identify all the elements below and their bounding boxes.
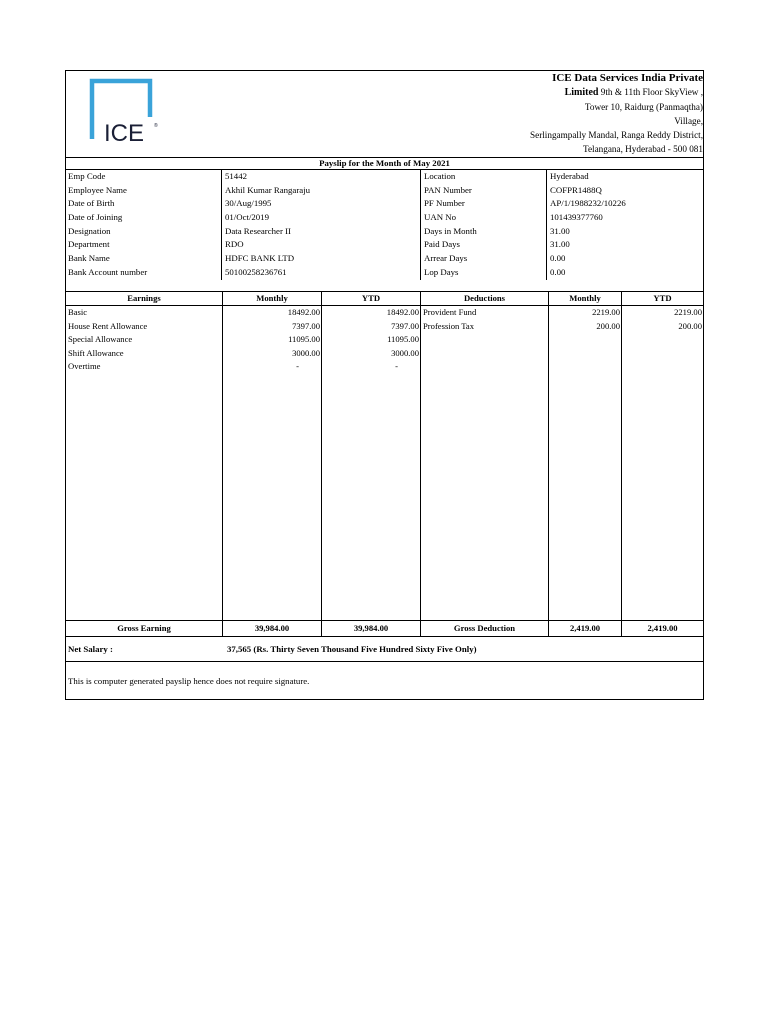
- gross-earning-label: Gross Earning: [117, 622, 171, 633]
- deduction-ytd: 200.00: [678, 320, 702, 331]
- address-line-5: Telangana, Hyderabad - 500 081: [582, 144, 703, 154]
- deduction-monthly: 200.00: [596, 320, 620, 331]
- gross-earning-monthly: 39,984.00: [254, 622, 290, 633]
- net-salary-label: Net Salary :: [68, 644, 113, 654]
- earning-ytd: 18492.00: [386, 307, 419, 317]
- earning-ytd: 11095.00: [387, 334, 419, 345]
- employee-value: Hyderabad: [550, 171, 589, 181]
- employee-value: 51442: [225, 171, 247, 181]
- employee-label: Designation: [68, 225, 111, 236]
- address-line-2: Tower 10, Raidurg (Panmaqtha): [584, 102, 703, 112]
- employee-row: [66, 211, 703, 225]
- earning-name: Overtime: [68, 361, 101, 372]
- employee-label: Paid Days: [424, 239, 460, 250]
- deduction-name: Profession Tax: [423, 320, 475, 331]
- employee-label: PAN Number: [424, 184, 472, 195]
- employee-label: Employee Name: [68, 184, 127, 195]
- earning-name: Special Allowance: [68, 334, 133, 345]
- employee-label: UAN No: [424, 212, 457, 223]
- employee-label: Emp Code: [68, 171, 106, 181]
- deduction-ytd: 2219.00: [674, 307, 702, 317]
- employee-label: Department: [68, 239, 110, 250]
- earning-ytd: -: [395, 361, 398, 372]
- deduction-name: Provident Fund: [423, 307, 477, 317]
- earnings-header: Earnings: [127, 292, 161, 303]
- employee-label: Location: [424, 171, 456, 181]
- deduction-monthly: 2219.00: [592, 307, 620, 317]
- earning-name: House Rent Allowance: [68, 320, 148, 331]
- payslip-sheet: [65, 70, 704, 700]
- address-line-3: Village,: [674, 116, 703, 126]
- earning-ytd: 7397.00: [391, 320, 419, 331]
- employee-value: RDO: [225, 239, 244, 250]
- employee-label: Bank Name: [68, 253, 110, 264]
- earning-name: Basic: [68, 307, 88, 317]
- address-line-4: Serlingampally Mandal, Ranga Reddy District,: [530, 130, 703, 140]
- employee-value: COFPR1488Q: [550, 184, 602, 195]
- earning-monthly: 18492.00: [287, 307, 320, 317]
- earnings-monthly-header: Monthly: [256, 292, 288, 303]
- employee-row: [66, 225, 703, 239]
- ice-logo: [88, 77, 168, 147]
- employee-row: [66, 197, 703, 211]
- gross-deduction-ytd: 2,419.00: [647, 622, 678, 633]
- svg-text:®: ®: [154, 123, 158, 129]
- employee-row: [66, 238, 703, 252]
- employee-label: Arrear Days: [424, 253, 468, 264]
- deductions-monthly-header: Monthly: [569, 292, 601, 303]
- company-address: [403, 71, 703, 156]
- payslip-header: [66, 71, 703, 158]
- earnings-ytd-header: YTD: [361, 292, 381, 303]
- employee-label: Days in Month: [424, 225, 477, 236]
- company-limited: Limited: [564, 87, 599, 98]
- employee-value: 0.00: [550, 266, 566, 277]
- employee-value: AP/1/1988232/10226: [550, 198, 626, 209]
- employee-value: Akhil Kumar Rangaraju: [225, 184, 311, 195]
- employee-value: Data Researcher II: [225, 225, 291, 236]
- gross-earning-ytd: 39,984.00: [353, 622, 389, 633]
- employee-details: [66, 170, 703, 280]
- footer-note: This is computer generated payslip hence does not require signature.: [68, 676, 310, 686]
- earning-monthly: 3000.00: [292, 347, 320, 358]
- employee-row: [66, 170, 703, 184]
- employee-value: 50100258236761: [225, 266, 287, 277]
- employee-value: 31.00: [550, 239, 570, 250]
- deductions-ytd-header: YTD: [653, 292, 672, 303]
- employee-label: PF Number: [424, 198, 465, 209]
- employee-label: Bank Account number: [68, 266, 148, 277]
- earning-name: Shift Allowance: [68, 347, 124, 358]
- employee-label: Lop Days: [424, 266, 459, 277]
- employee-label: Date of Birth: [68, 198, 115, 209]
- employee-value: 101439377760: [550, 212, 603, 223]
- payslip-title: Payslip for the Month of May 2021: [66, 157, 703, 170]
- earning-monthly: 11095.00: [288, 334, 320, 345]
- employee-row: [66, 252, 703, 266]
- employee-label: Date of Joining: [68, 212, 123, 223]
- earning-monthly: 7397.00: [292, 320, 320, 331]
- address-line-1: 9th & 11th Floor SkyView ,: [600, 87, 703, 97]
- earning-monthly: -: [296, 361, 299, 372]
- net-salary-value: 37,565 (Rs. Thirty Seven Thousand Five Hundred Sixty Five Only): [227, 644, 477, 654]
- gross-deduction-label: Gross Deduction: [453, 622, 516, 633]
- employee-value: 0.00: [550, 253, 566, 264]
- gross-deduction-monthly: 2,419.00: [569, 622, 601, 633]
- employee-value: 31.00: [550, 225, 570, 236]
- svg-text:ICE: ICE: [104, 120, 145, 147]
- employee-row: [66, 184, 703, 198]
- net-salary-row: [66, 637, 703, 661]
- employee-value: HDFC BANK LTD: [225, 253, 295, 264]
- earning-ytd: 3000.00: [391, 347, 419, 358]
- deductions-header: Deductions: [463, 292, 506, 303]
- employee-value: 01/Oct/2019: [225, 212, 269, 223]
- employee-row: [66, 266, 703, 280]
- company-name: ICE Data Services India Private: [552, 72, 703, 84]
- employee-value: 30/Aug/1995: [225, 198, 272, 209]
